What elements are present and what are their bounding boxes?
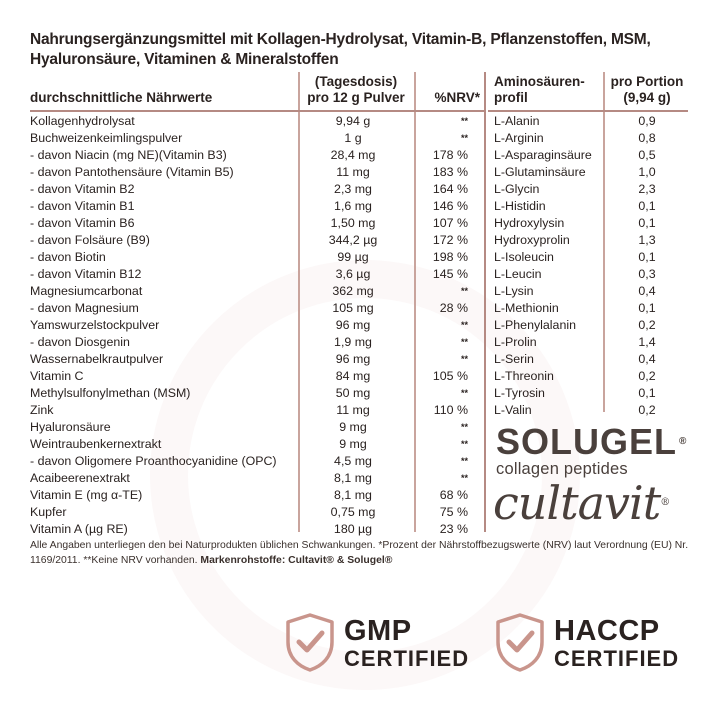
nutrient-nrv: ** (460, 354, 468, 364)
nutrient-nrv: 105 % (432, 369, 468, 383)
amino-acid-row (494, 317, 688, 334)
amino-acid-row (494, 283, 688, 300)
nutrient-nrv: 68 % (439, 488, 468, 502)
amino-acid-row (494, 181, 688, 198)
amino-column-header (494, 74, 604, 106)
nutrient-nrv: ** (460, 456, 468, 466)
amino-acid-value: 0,2 (638, 369, 656, 383)
cert-subtitle: CERTIFIED (554, 646, 680, 671)
nutrient-name: - davon Vitamin B6 (30, 216, 135, 230)
nutrient-row (30, 334, 484, 351)
nutrient-nrv: ** (460, 422, 468, 432)
nutrient-amount: 9 mg (339, 420, 367, 434)
nutrient-name: - davon Folsäure (B9) (30, 233, 150, 247)
solugel-registered: ® (679, 436, 688, 447)
amino-acid-value: 0,2 (638, 403, 656, 417)
nutrient-name: Zink (30, 403, 54, 417)
amino-acid-name: Hydroxylysin (494, 216, 565, 230)
amino-acid-value: 0,2 (638, 318, 656, 332)
cultavit-name: cultavit (493, 476, 661, 530)
nutrient-name: - davon Vitamin B1 (30, 199, 135, 213)
nutrient-nrv: 146 % (432, 199, 468, 213)
nutrient-row (30, 113, 484, 130)
amino-acid-row (494, 385, 688, 402)
nutrient-name: - davon Oligomere Proanthocyanidine (OPC) (30, 454, 277, 468)
amino-acid-name: L-Glycin (494, 182, 540, 196)
solugel-logo (496, 422, 696, 479)
nutrient-row (30, 215, 484, 232)
nutrient-row (30, 419, 484, 436)
nutrient-amount: 0,75 mg (330, 505, 376, 519)
amino-acid-name: L-Asparaginsäure (494, 148, 592, 162)
amino-acid-value: 0,1 (638, 250, 656, 264)
nutrient-amount: 8,1 mg (334, 488, 372, 502)
nutrient-nrv: 183 % (432, 165, 468, 179)
nutrient-amount: 84 mg (335, 369, 371, 383)
amino-acid-value: 1,4 (638, 335, 656, 349)
nutrient-row (30, 487, 484, 504)
cert-subtitle: CERTIFIED (344, 646, 470, 671)
nutrient-nrv: 110 % (433, 403, 468, 417)
haccp-certified-badge (478, 606, 698, 676)
amino-acid-value: 0,4 (638, 284, 656, 298)
amino-acid-name: L-Lysin (494, 284, 534, 298)
amino-acid-name: L-Arginin (494, 131, 544, 145)
nutrient-name: Yamswurzelstockpulver (30, 318, 160, 332)
amino-acid-row (494, 130, 688, 147)
shield-check-icon (284, 612, 336, 672)
amino-acid-value: 0,1 (638, 386, 656, 400)
nutrient-nrv: 198 % (432, 250, 468, 264)
solugel-wordmark (496, 422, 696, 462)
nutrient-row (30, 147, 484, 164)
nutrient-nrv: 178 % (432, 148, 468, 162)
amino-acid-value: 0,1 (638, 199, 656, 213)
amino-acid-name: L-Methionin (494, 301, 559, 315)
table-divider (484, 72, 486, 532)
cert-title: GMP (344, 615, 412, 647)
nutrient-nrv: ** (460, 388, 468, 398)
amino-acid-name: L-Prolin (494, 335, 537, 349)
nutrient-amount: 344,2 µg (328, 233, 378, 247)
nutrient-amount: 105 mg (332, 301, 374, 315)
nutrient-amount: 1 g (344, 131, 362, 145)
nutrient-name: - davon Vitamin B2 (30, 182, 135, 196)
nutrient-name: Kupfer (30, 505, 67, 519)
amino-acid-row (494, 147, 688, 164)
nutrient-amount: 9,94 g (335, 114, 371, 128)
nutrient-name: Wassernabelkrautpulver (30, 352, 164, 366)
footnote-brands: Markenrohstoffe: Cultavit® & Solugel® (200, 555, 393, 566)
nutrient-amount: 1,6 mg (334, 199, 372, 213)
nutrient-nrv: 107 % (432, 216, 468, 230)
nutrient-row (30, 130, 484, 147)
nutrient-row (30, 453, 484, 470)
nutrient-amount: 3,6 µg (335, 267, 371, 281)
nutrient-column-header: durchschnittliche Nährwerte (30, 90, 213, 105)
shield-check-icon (494, 612, 546, 672)
nutrient-amount: 11 mg (336, 403, 370, 417)
nutrient-name: - davon Niacin (mg NE)(Vitamin B3) (30, 148, 227, 162)
nutrient-nrv: ** (460, 133, 468, 143)
amino-acid-value: 0,1 (638, 301, 656, 315)
nutrient-nrv: 23 % (439, 522, 468, 536)
amino-acid-row (494, 300, 688, 317)
amino-acid-row (494, 334, 688, 351)
amino-acid-row (494, 266, 688, 283)
nutrient-amount: 96 mg (335, 318, 371, 332)
dose-header-line2: pro 12 g Pulver (307, 90, 405, 105)
cert-title: HACCP (554, 615, 660, 647)
nutrient-amount: 1,50 mg (330, 216, 376, 230)
amino-acid-value: 0,8 (638, 131, 656, 145)
amino-acid-value: 0,3 (638, 267, 656, 281)
cultavit-logo (493, 478, 669, 528)
nutrient-row (30, 317, 484, 334)
nutrient-row (30, 300, 484, 317)
nutrient-name: Vitamin E (mg α-TE) (30, 488, 143, 502)
amino-acid-row (494, 164, 688, 181)
amino-acid-name: L-Leucin (494, 267, 542, 281)
nutrient-name: - davon Magnesium (30, 301, 139, 315)
nutrient-name: - davon Diosgenin (30, 335, 130, 349)
nutrient-nrv: ** (460, 320, 468, 330)
nutrient-name: - davon Biotin (30, 250, 106, 264)
amino-acid-name: L-Tyrosin (494, 386, 545, 400)
amino-acid-row (494, 113, 688, 130)
amino-acid-value: 1,0 (638, 165, 656, 179)
nutrient-nrv: ** (460, 286, 468, 296)
nutrient-row (30, 470, 484, 487)
nutrient-amount: 96 mg (335, 352, 371, 366)
amino-acid-name: Hydroxyprolin (494, 233, 570, 247)
amino-acid-value: 0,4 (638, 352, 656, 366)
dose-column-header (302, 74, 410, 106)
nutrient-amount: 180 µg (333, 522, 373, 536)
nutrient-name: Buchweizenkeimlingspulver (30, 131, 183, 145)
amino-header-line2: profil (494, 90, 528, 105)
gmp-certified-badge (268, 606, 478, 676)
nutrient-name: Vitamin A (µg RE) (30, 522, 128, 536)
nutrient-name: Methylsulfonylmethan (MSM) (30, 386, 191, 400)
nutrient-amount: 4,5 mg (334, 454, 372, 468)
nutrient-row (30, 283, 484, 300)
nutrient-amount: 50 mg (335, 386, 371, 400)
nutrient-name: - davon Vitamin B12 (30, 267, 142, 281)
nutrient-row (30, 164, 484, 181)
nutrient-nrv: 75 % (439, 505, 468, 519)
nutrient-name: Hyaluronsäure (30, 420, 111, 434)
dose-header-line1: (Tagesdosis) (314, 74, 398, 89)
portion-header-line2: (9,94 g) (623, 90, 671, 105)
nutrient-amount: 362 mg (332, 284, 374, 298)
nutrient-nrv: ** (460, 473, 468, 483)
nutrient-row (30, 385, 484, 402)
amino-acid-value: 2,3 (638, 182, 656, 196)
portion-column-header (606, 74, 688, 106)
page-title: Nahrungsergänzungsmittel mit Kollagen-Hydrolysat, Vitamin-B, Pflanzenstoffen, MSM, Hyaluronsäure, Vitaminen & Mineralstoffen (30, 31, 651, 68)
amino-acid-value: 0,9 (638, 114, 656, 128)
amino-acid-row (494, 198, 688, 215)
nutrient-row (30, 402, 484, 419)
amino-acid-row (494, 368, 688, 385)
header-rule (30, 110, 484, 112)
nutrient-row (30, 436, 484, 453)
amino-acid-name: L-Alanin (494, 114, 540, 128)
nutrient-nrv: 172 % (432, 233, 468, 247)
amino-acid-name: L-Glutaminsäure (494, 165, 586, 179)
nutrient-row (30, 504, 484, 521)
nutrient-row (30, 232, 484, 249)
nutrient-name: Kollagenhydrolysat (30, 114, 135, 128)
amino-acid-row (494, 232, 688, 249)
nutrient-amount: 2,3 mg (334, 182, 372, 196)
nutrient-nrv: ** (460, 439, 468, 449)
nutrient-nrv: 28 % (439, 301, 468, 315)
header-rule (488, 110, 688, 112)
amino-acid-name: L-Histidin (494, 199, 546, 213)
amino-acid-name: L-Phenylalanin (494, 318, 576, 332)
nutrient-nrv: ** (460, 337, 468, 347)
amino-acid-name: L-Valin (494, 403, 532, 417)
nutrient-name: Weintraubenkernextrakt (30, 437, 162, 451)
amino-acid-row (494, 215, 688, 232)
nutrient-amount: 9 mg (339, 437, 367, 451)
nutrient-nrv: 145 % (432, 267, 468, 281)
amino-acid-name: L-Isoleucin (494, 250, 554, 264)
nutrient-table (30, 113, 484, 538)
portion-header-line1: pro Portion (610, 74, 684, 89)
nutrient-name: - davon Pantothensäure (Vitamin B5) (30, 165, 234, 179)
cultavit-registered: ® (660, 497, 670, 508)
amino-acid-name: L-Serin (494, 352, 534, 366)
nutrient-amount: 11 mg (336, 165, 370, 179)
footnote-text: Alle Angaben unterliegen den bei Naturprodukten üblichen Schwankungen. *Prozent der Nährstoffbezugswerte (NRV) laut Verordnung (EU) Nr. 1169/2011. **Keine NRV vorhanden. (30, 540, 689, 566)
nutrient-amount: 1,9 mg (334, 335, 372, 349)
nutrient-name: Vitamin C (30, 369, 84, 383)
amino-header-line1: Aminosäuren- (494, 74, 585, 89)
nutrient-amount: 28,4 mg (330, 148, 376, 162)
solugel-subtitle: collagen peptides (496, 460, 628, 478)
nutrient-nrv: 164 % (432, 182, 468, 196)
solugel-name: SOLUGEL (496, 421, 678, 462)
amino-acid-value: 0,5 (638, 148, 656, 162)
nutrient-row (30, 249, 484, 266)
nutrient-row (30, 368, 484, 385)
footnote (30, 538, 700, 568)
amino-acid-row (494, 351, 688, 368)
nutrient-amount: 8,1 mg (334, 471, 372, 485)
nutrient-name: Magnesiumcarbonat (30, 284, 143, 298)
nutrient-nrv: ** (460, 116, 468, 126)
amino-acid-value: 1,3 (638, 233, 656, 247)
nutrient-row (30, 266, 484, 283)
amino-acid-table (494, 113, 688, 419)
amino-acid-row (494, 249, 688, 266)
amino-acid-value: 0,1 (638, 216, 656, 230)
nutrient-amount: 99 µg (337, 250, 369, 264)
nutrient-row (30, 181, 484, 198)
nutrient-name: Acaibeerenextrakt (30, 471, 130, 485)
amino-acid-row (494, 402, 688, 419)
nutrient-row (30, 198, 484, 215)
amino-acid-name: L-Threonin (494, 369, 554, 383)
nrv-column-header: %NRV* (434, 90, 480, 105)
nutrient-row (30, 351, 484, 368)
nutrient-row (30, 521, 484, 538)
